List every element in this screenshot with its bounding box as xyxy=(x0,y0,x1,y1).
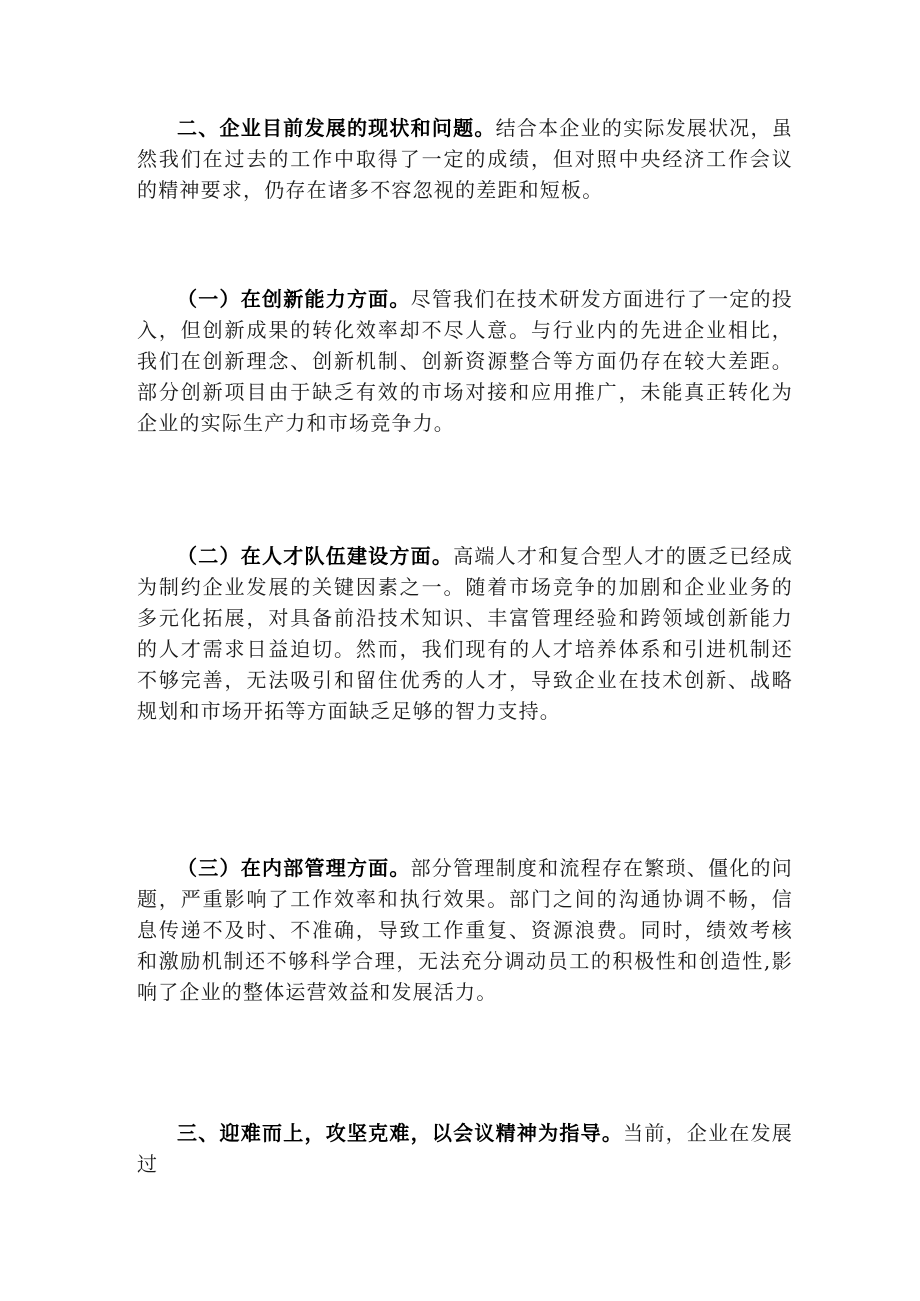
paragraph-section-three xyxy=(137,1118,793,1180)
paragraph-section-two xyxy=(137,113,793,206)
paragraph-heading: 三、迎难而上，攻坚克难，以会议精神为指导。 xyxy=(177,1121,624,1145)
paragraph-body: 高端人才和复合型人才的匮乏已经成为制约企业发展的关键因素之一。随着市场竞争的加剧和企业业务的多元化拓展，对具备前沿技术知识、丰富管理经验和跨领域创新能力的人才需求日益迫切。然而，我们现有的人才培养体系和引进机制还不够完善，无法吸引和留住优秀的人才，导致企业在技术创新、战略规划和市场开拓等方面缺乏足够的智力支持。 xyxy=(137,544,793,723)
paragraph-heading: （二）在人才队伍建设方面。 xyxy=(177,544,454,568)
paragraph-body: 结合本企业的实际发展状况，虽然我们在过去的工作中取得了一定的成绩，但对照中央经济工作会议的精神要求，仍存在诸多不容忽视的差距和短板。 xyxy=(137,116,793,202)
paragraph-heading: 二、企业目前发展的现状和问题。 xyxy=(177,116,496,140)
paragraph-body: 尽管我们在技术研发方面进行了一定的投入，但创新成果的转化效率却不尽人意。与行业内的先进企业相比，我们在创新理念、创新机制、创新资源整合等方面仍存在较大差距。部分创新项目由于缺乏有效的市场对接和应用推广，未能真正转化为企业的实际生产力和市场竞争力。 xyxy=(137,287,793,435)
paragraph-innovation xyxy=(137,284,793,439)
paragraph-management xyxy=(137,853,793,1008)
paragraph-body: 部分管理制度和流程存在繁琐、僵化的问题，严重影响了工作效率和执行效果。部门之间的沟通协调不畅，信息传递不及时、不准确，导致工作重复、资源浪费。同时，绩效考核和激励机制还不够科学合理，无法充分调动员工的积极性和创造性,影响了企业的整体运营效益和发展活力。 xyxy=(137,856,793,1004)
paragraph-heading: （一）在创新能力方面。 xyxy=(177,287,411,311)
paragraph-talent xyxy=(137,541,793,727)
paragraph-body: 当前，企业在发展过 xyxy=(137,1121,793,1176)
paragraph-heading: （三）在内部管理方面。 xyxy=(177,856,411,880)
